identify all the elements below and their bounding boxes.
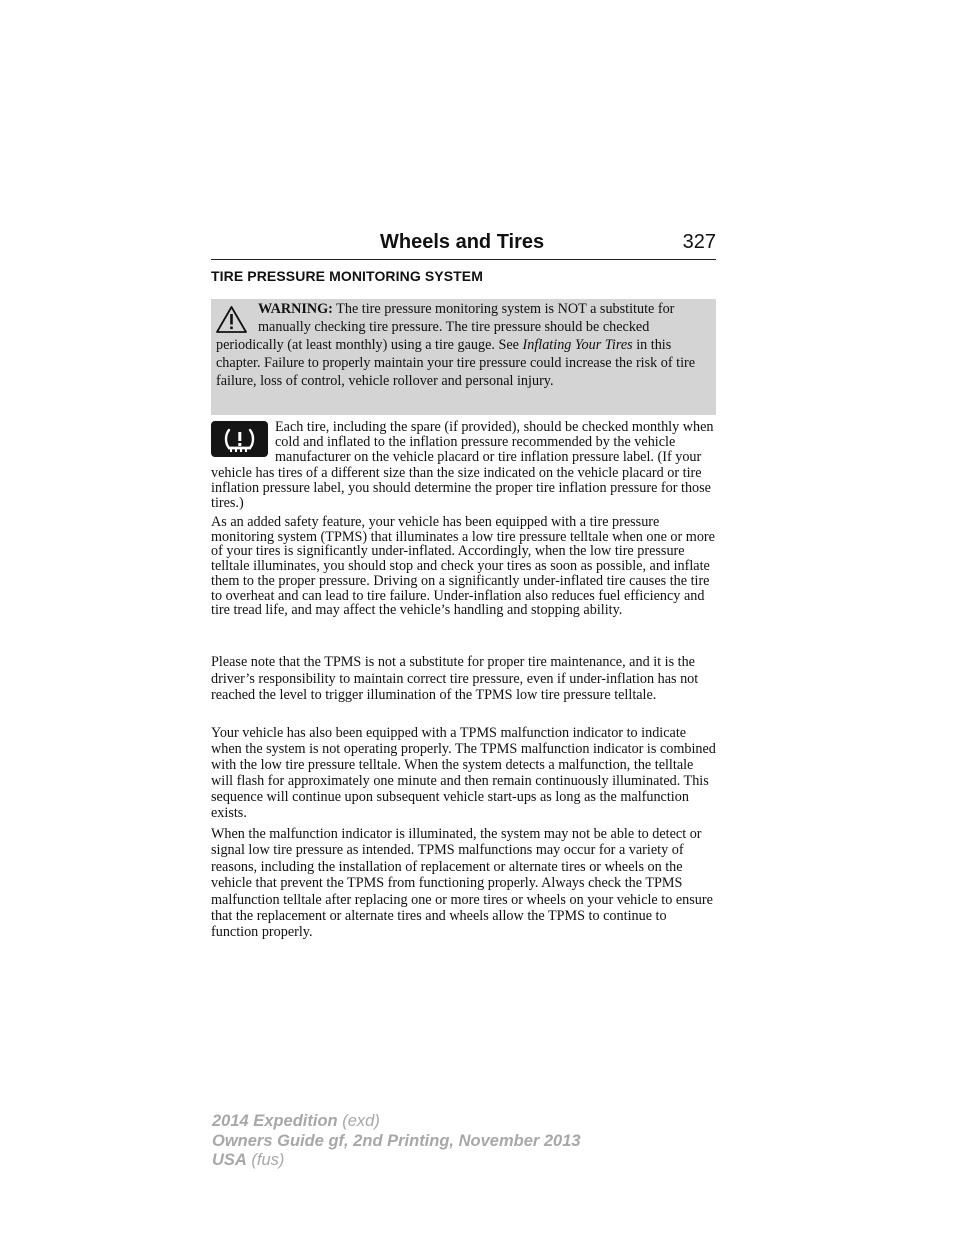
warning-body-1: The tire pressure monitoring system is NOT a substitute for manually checking tire pressure. The tire pressure should be checked periodically (at least monthly) using a tire gauge. See	[216, 301, 675, 353]
warning-text	[216, 300, 714, 390]
footer-line-1	[212, 1112, 712, 1132]
footer-model: 2014 Expedition	[212, 1112, 338, 1130]
section-title: TIRE PRESSURE MONITORING SYSTEM	[211, 268, 483, 284]
chapter-title: Wheels and Tires	[380, 231, 545, 253]
footer-model-code: (exd)	[337, 1112, 380, 1130]
footer-line-3	[212, 1151, 712, 1171]
paragraph-tpms-feature: As an added safety feature, your vehicle has been equipped with a tire pressure monitoring system (TPMS) that illuminates a low tire pressure telltale when one or more of your tires is significantly under-inflated. Accordingly, when the low tire pressure telltale illuminates, you should stop and check your tires as soon as possible, and inflate them to the proper pressure. Driving on a significantly under-inflated tire causes the tire to overheat and can lead to tire failure. Under-inflation also reduces fuel efficiency and tire tread life, and may affect the vehicle’s handling and stopping ability.	[211, 514, 715, 619]
inflating-tires-reference: Inflating Your Tires	[522, 337, 633, 353]
footer-market-code: (fus)	[246, 1151, 285, 1169]
footer-line-2	[212, 1132, 712, 1152]
page-footer	[212, 1112, 712, 1171]
footer-printing: Owners Guide gf, 2nd Printing, November 2013	[212, 1131, 581, 1150]
paragraph-malfunction-causes: When the malfunction indicator is illuminated, the system may not be able to detect or signal low tire pressure as intended. TPMS malfunctions may occur for a variety of reasons, including the installation of replacement or alternate tires or wheels on the vehicle that prevent the TPMS from functioning properly. Always check the TPMS malfunction telltale after replacing one or more tires or wheels on your vehicle to ensure that the replacement or alternate tires and wheels allow the TPMS to continue to function properly.	[211, 826, 713, 941]
paragraph-tire-check	[211, 420, 716, 511]
warning-label: WARNING:	[258, 301, 333, 317]
paragraph-malfunction-indicator: Your vehicle has also been equipped with a TPMS malfunction indicator to indicate when the system is not operating properly. The TPMS malfunction indicator is combined with the low tire pressure telltale. When the system detects a malfunction, the telltale will flash for approximately one minute and then remain continuously illuminated. This sequence will continue upon subsequent vehicle start-ups as long as the malfunction exists.	[211, 725, 716, 821]
paragraph-tpms-note: Please note that the TPMS is not a substitute for proper tire maintenance, and it is the driver’s responsibility to maintain correct tire pressure, even if under-inflation has not reached the level to trigger illumination of the TPMS low tire pressure telltale.	[211, 654, 699, 704]
warning-box	[211, 299, 716, 415]
paragraph-text: Each tire, including the spare (if provided), should be checked monthly when cold and inflated to the inflation pressure recommended by the vehicle manufacturer on the vehicle placard or tire inflation pressure label. (If your vehicle has tires of a different size than the size indicated on the vehicle placard or tire inflation pressure label, you should determine the proper tire inflation pressure for those tires.)	[211, 419, 714, 512]
footer-market: USA	[212, 1151, 247, 1169]
page-header	[211, 229, 716, 260]
page-number: 327	[682, 231, 716, 253]
warning-body-2: in this chapter. Failure to properly maintain your tire pressure could increase the risk of tire failure, loss of control, vehicle rollover and personal injury.	[216, 337, 696, 389]
